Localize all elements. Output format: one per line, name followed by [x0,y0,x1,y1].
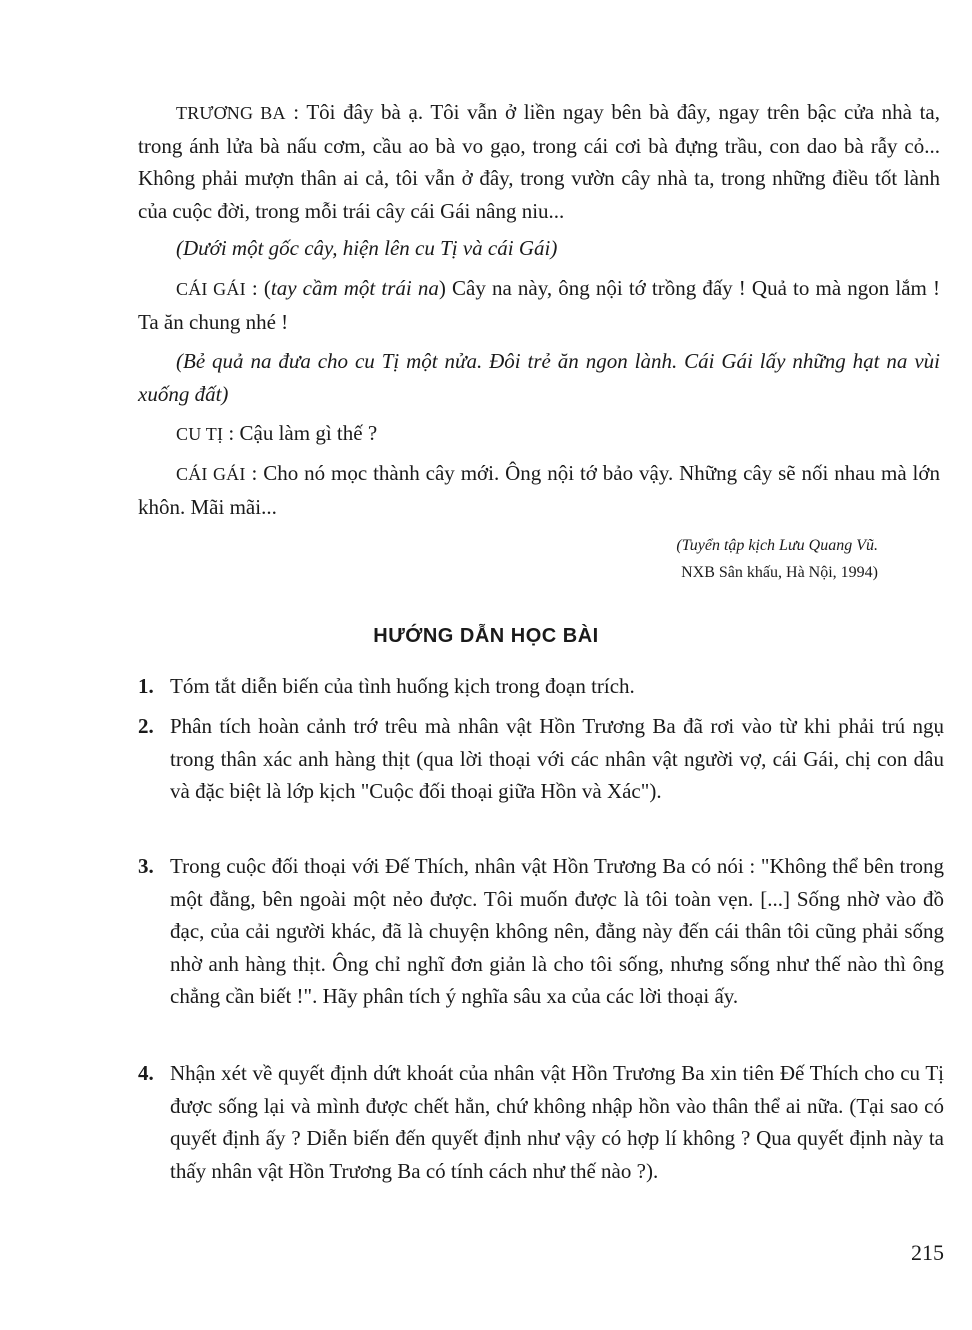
speaker-name: CÁI GÁI [176,464,246,484]
source-title: (Tuyển tập kịch Lưu Quang Vũ. [676,537,878,554]
question-item [138,1057,944,1187]
question-text: Trong cuộc đối thoại với Đế Thích, nhân vật Hồn Trương Ba có nói : "Không thể bên trong một đằng, bên ngoài một nẻo được. Tôi muốn được là tôi toàn vẹn. [...] Sống nhờ vào đồ đạc, của cải người khác, đã là chuyện không nên, đằng này đến cái thân tôi cũng phải sống nhờ anh hàng thịt. Ông chỉ nghĩ đơn giản là cho tôi sống, nhưng sống như thế nào thì ông chẳng cần biết !". Hãy phân tích ý nghĩa sâu xa của các lời thoại ấy. [170,854,944,1009]
dialogue-cu-ti [138,417,940,451]
question-number: 4. [138,1061,154,1085]
question-text: Nhận xét về quyết định dứt khoát của nhân vật Hồn Trương Ba xin tiên Đế Thích cho cu Tị được sống lại và mình được chết hẳn, chứ không nhập hồn vào thân thể ai nữa. (Tại sao có quyết định ấy ? Diễn biến đến quyết định như vậy có hợp lí không ? Qua quyết định này ta thấy nhân vật Hồn Trương Ba có tính cách như thế nào ?). [170,1061,944,1183]
question-item [138,670,944,703]
question-text: Phân tích hoàn cảnh trớ trêu mà nhân vật Hồn Trương Ba đã rơi vào từ khi phải trú ngụ trong thân xác anh hàng thịt (qua lời thoại với các nhân vật người vợ, cái Gái, chị con dâu và đặc biệt là lớp kịch "Cuộc đối thoại giữa Hồn và Xác"). [170,714,944,804]
source-publisher: NXB Sân khấu, Hà Nội, 1994) [681,564,878,581]
question-text: Tóm tắt diễn biến của tình huống kịch trong đoạn trích. [170,674,635,698]
page-number: 215 [911,1240,944,1265]
source-citation [560,532,878,586]
section-heading: HƯỚNG DẪN HỌC BÀI [373,625,599,647]
question-number: 2. [138,714,154,738]
question-item [138,710,944,808]
dialogue-text: : Tôi đây bà ạ. Tôi vẫn ở liền ngay bên bà đây, ngay trên bậc cửa nhà ta, trong ánh lửa bà nấu cơm, cầu ao bà vo gạo, trong cái cơi bà đựng trầu, con dao bà rẫy cỏ... Không phải mượn thân ai cả, tôi vẫn ở đây, trong vườn cây nhà ta, trong những điều tốt lành của cuộc đời, trong mỗi trái cây cái Gái nâng niu... [138,100,940,223]
dialogue-text: ) Cây na này, ông nội tớ trồng đấy ! Quả to mà ngon lắm ! Ta ăn chung nhé ! [138,276,941,334]
speaker-name: TRƯƠNG BA [176,103,286,123]
dialogue-cai-gai [138,272,940,338]
dialogue-text: : Cậu làm gì thế ? [223,421,378,445]
speaker-name: CU TỊ [176,424,224,444]
dialogue-text: : ( [245,276,271,300]
speaker-name: CÁI GÁI [176,279,246,299]
question-number: 3. [138,854,154,878]
stage-direction: (Bẻ quả na đưa cho cu Tị một nửa. Đôi trẻ ăn ngon lành. Cái Gái lấy những hạt na vùi xuống đất) [138,349,940,406]
stage-direction: (Dưới một gốc cây, hiện lên cu Tị và cái Gái) [176,236,558,260]
question-item [138,850,944,1013]
dialogue-text: : Cho nó mọc thành cây mới. Ông nội tớ bảo vậy. Những cây sẽ nối nhau mà lớn khôn. Mãi mãi... [138,461,940,519]
question-number: 1. [138,674,154,698]
dialogue-italic-text: tay cầm một trái na [270,276,439,300]
dialogue-cai-gai [138,457,940,523]
dialogue-truong-ba [138,96,940,227]
